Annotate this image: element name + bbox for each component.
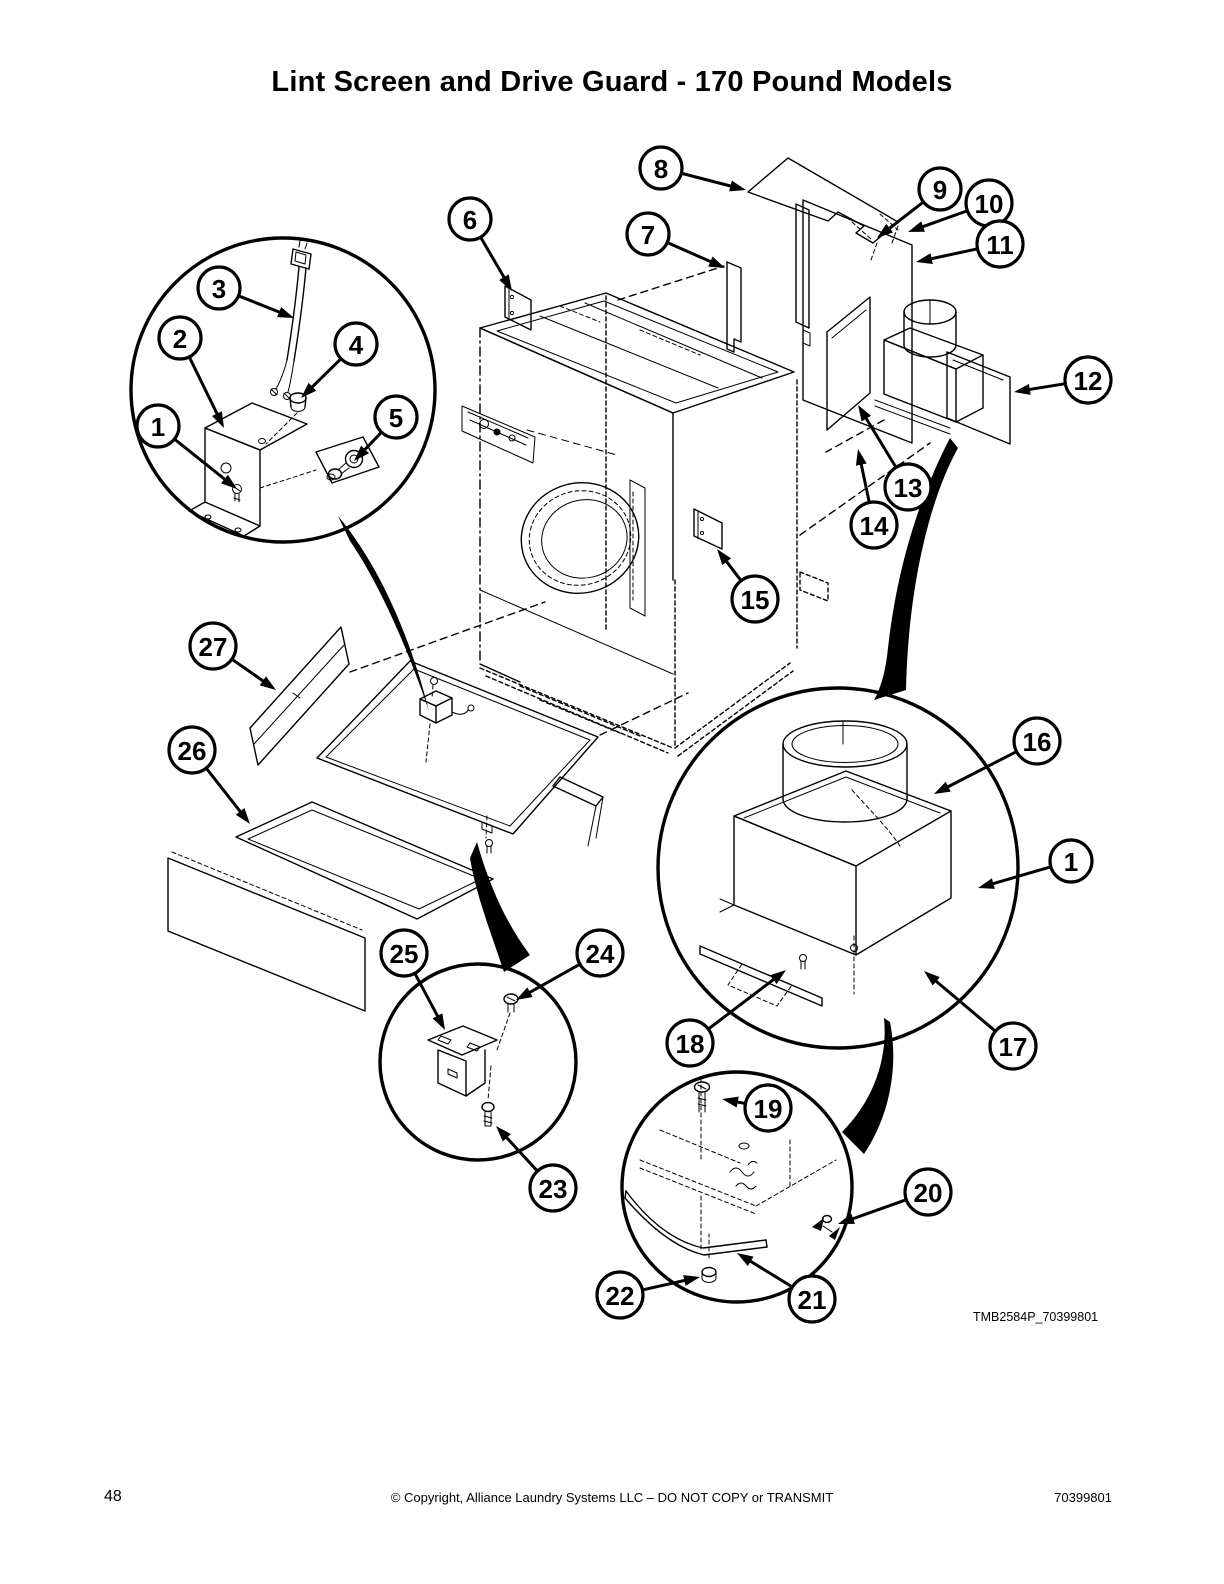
callout-15-14 — [717, 549, 778, 622]
callout-arrowhead — [908, 221, 925, 232]
callout-arrowhead — [737, 1253, 754, 1266]
latch-bracket-detail — [380, 964, 576, 1160]
callout-21-21 — [737, 1253, 835, 1322]
callout-18-18 — [667, 970, 786, 1066]
callout-19-19 — [722, 1085, 791, 1131]
callout-number: 6 — [462, 205, 478, 235]
callout-number: 2 — [172, 324, 188, 354]
callout-arrowhead — [858, 405, 871, 422]
copyright-line: © Copyright, Alliance Laundry Systems LLC – DO NOT COPY or TRANSMIT — [390, 1490, 834, 1505]
callout-24-24 — [516, 930, 623, 1000]
callout-20-20 — [838, 1169, 951, 1224]
callout-number: 24 — [585, 939, 615, 969]
callout-7-6 — [627, 213, 725, 268]
callout-arrowhead — [683, 1275, 700, 1286]
page-number: 48 — [104, 1488, 122, 1505]
callout-arrowhead — [260, 676, 276, 690]
callout-arrowhead — [916, 253, 933, 264]
callout-number: 8 — [653, 154, 669, 184]
callout-8-7 — [640, 147, 746, 191]
callout-arrowhead — [722, 1097, 739, 1108]
callout-number: 13 — [893, 473, 923, 503]
callout-3-2 — [198, 267, 294, 318]
callout-26-26 — [169, 727, 250, 824]
callout-arrowhead — [729, 181, 746, 192]
cover-plate-6 — [505, 286, 531, 330]
figure-code: TMB2584P_70399801 — [973, 1310, 1099, 1324]
callout-arrowhead — [1014, 384, 1031, 395]
page-footer — [0, 1488, 1224, 1518]
callout-11-10 — [916, 221, 1023, 267]
callout-5-4 — [354, 396, 417, 461]
callout-number: 7 — [640, 220, 656, 250]
callout-arrowhead — [934, 782, 951, 794]
callout-arrowhead — [212, 411, 224, 428]
callout-number: 14 — [859, 511, 889, 541]
callout-arrowhead — [708, 257, 725, 268]
callout-6-5 — [449, 198, 512, 291]
callout-number: 1 — [150, 412, 166, 442]
callout-number: 5 — [388, 403, 404, 433]
callout-23-23 — [496, 1126, 576, 1211]
exhaust-duct-assembly — [875, 300, 1010, 444]
callout-22-22 — [597, 1272, 700, 1318]
callout-number: 3 — [211, 274, 227, 304]
callout-number: 27 — [198, 632, 228, 662]
callout-number: 1 — [1063, 847, 1079, 877]
callout-number: 9 — [932, 175, 948, 205]
callout-number: 23 — [538, 1174, 568, 1204]
callout-arrowhead — [838, 1213, 855, 1224]
callout-number: 18 — [675, 1029, 705, 1059]
callout-number: 12 — [1073, 366, 1103, 396]
callout-4-3 — [301, 323, 377, 398]
callout-number: 17 — [998, 1032, 1028, 1062]
callout-1-16 — [978, 840, 1092, 889]
thermistor-bracket-detail — [131, 238, 435, 542]
callout-number: 16 — [1022, 727, 1052, 757]
lint-housing-detail — [658, 688, 1018, 1048]
callout-12-11 — [1014, 357, 1111, 403]
drawer-latch-detail — [622, 1072, 852, 1302]
cover-plate-15 — [694, 509, 722, 549]
callout-arrowhead — [516, 987, 533, 1000]
doc-number: 70399801 — [1054, 1490, 1112, 1505]
callout-number: 25 — [389, 939, 419, 969]
callout-arrowhead — [277, 307, 294, 318]
page-title: Lint Screen and Drive Guard - 170 Pound Models — [271, 66, 953, 98]
callout-17-17 — [924, 971, 1036, 1069]
callout-number: 11 — [986, 230, 1014, 260]
control-assembly — [462, 406, 617, 463]
callout-number: 20 — [913, 1178, 943, 1208]
callout-number: 15 — [740, 585, 770, 615]
callout-arrowhead — [856, 449, 867, 466]
callout-number: 4 — [348, 330, 364, 360]
dryer-cabinet-drawing — [350, 266, 828, 756]
callout-number: 26 — [177, 736, 207, 766]
callout-arrowhead — [433, 1013, 445, 1030]
callout-number: 22 — [605, 1281, 635, 1311]
callout-number: 21 — [797, 1285, 827, 1315]
callout-number: 19 — [753, 1094, 783, 1124]
callout-arrowhead — [978, 878, 995, 889]
callout-27-27 — [190, 623, 276, 690]
callout-number: 10 — [974, 189, 1004, 219]
